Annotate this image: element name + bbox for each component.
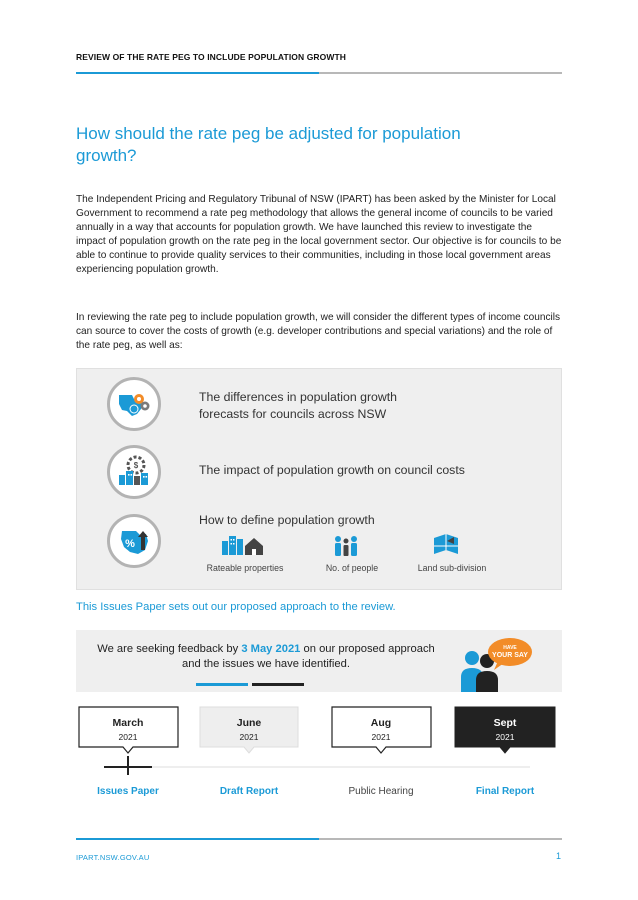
feedback-date: 3 May 2021 (241, 643, 301, 655)
timeline-bubble-aug (338, 707, 424, 751)
feedback-prefix: We are seeking feedback by (97, 643, 242, 655)
nsw-map-pins-icon (107, 377, 161, 431)
review-paragraph: In reviewing the rate peg to include population growth, we will consider the different types of income councils can source to cover the costs of growth (e.g. developer contributions and special variations) and the role of the rate peg, as well as: (76, 312, 561, 351)
considerations-panel (76, 368, 562, 590)
land-subdivision-icon (432, 532, 460, 556)
consideration-define-growth: How to define population growth (199, 513, 375, 527)
badge-line1: HAVE (503, 645, 517, 651)
badge-line2: YOUR SAY (492, 652, 528, 659)
timeline-year: 2021 (495, 732, 515, 742)
timeline-label-draft-report: Draft Report (219, 786, 279, 797)
page-title: How should the rate peg be adjusted for population growth? (76, 124, 461, 165)
timeline-month: March (112, 717, 144, 729)
timeline-label-public-hearing: Public Hearing (348, 786, 414, 797)
feedback-panel (76, 630, 562, 692)
population-growth-percent-icon (107, 514, 161, 568)
label-rateable-properties: Rateable properties (206, 563, 284, 573)
feedback-rule-blue (196, 683, 248, 686)
rateable-properties-icon (221, 533, 267, 557)
timeline-label-final-report: Final Report (475, 786, 535, 797)
consideration-growth-forecasts: The differences in population growth forecasts for councils across NSW (199, 390, 398, 421)
timeline-year: 2021 (239, 732, 259, 742)
footer-rule-blue (76, 838, 319, 840)
header-rule-grey (319, 72, 562, 74)
footer-rule-grey (319, 838, 562, 840)
have-your-say-icon (458, 634, 548, 692)
consideration-council-costs: The impact of population growth on council costs (199, 463, 465, 477)
footer-url: IPART.NSW.GOV.AU (76, 853, 150, 862)
issues-paper-note: This Issues Paper sets out our proposed approach to the review. (76, 601, 396, 613)
running-header: REVIEW OF THE RATE PEG TO INCLUDE POPULATION GROWTH (76, 52, 347, 62)
intro-paragraph: The Independent Pricing and Regulatory Tribunal of NSW (IPART) has been asked by the Minister for Local Government to recommend a rate peg methodology that allows the general income of councils to be varied annually in a way that accounts for population growth. We have launched this review to investigate the impact of population growth on the rate peg in the local government sector. Our objective is for councils to be able to continue to provide quality services to their communities, including in those local government areas experiencing population growth. (76, 194, 562, 275)
page-number: 1 (556, 851, 562, 861)
timeline-month: Aug (370, 717, 392, 729)
timeline-month: Sept (493, 717, 517, 729)
label-land-sub-division: Land sub-division (417, 563, 487, 573)
timeline-label-issues-paper: Issues Paper (97, 786, 159, 797)
svg-text:%: % (125, 538, 135, 550)
timeline-bubble-sept (462, 707, 548, 751)
timeline-year: 2021 (371, 732, 391, 742)
timeline-bubble-march (85, 707, 171, 751)
people-icon (333, 535, 359, 557)
timeline-month: June (236, 717, 262, 729)
council-costs-icon (107, 445, 161, 499)
feedback-suffix: on our proposed approach and the issues we have identified. (182, 643, 435, 670)
feedback-rule-dark (252, 683, 304, 686)
label-no-of-people: No. of people (325, 563, 379, 573)
timeline-year: 2021 (118, 732, 138, 742)
svg-text:$: $ (133, 461, 139, 470)
feedback-text (96, 642, 436, 672)
timeline-bubble-june (206, 707, 292, 751)
header-rule-blue (76, 72, 319, 74)
